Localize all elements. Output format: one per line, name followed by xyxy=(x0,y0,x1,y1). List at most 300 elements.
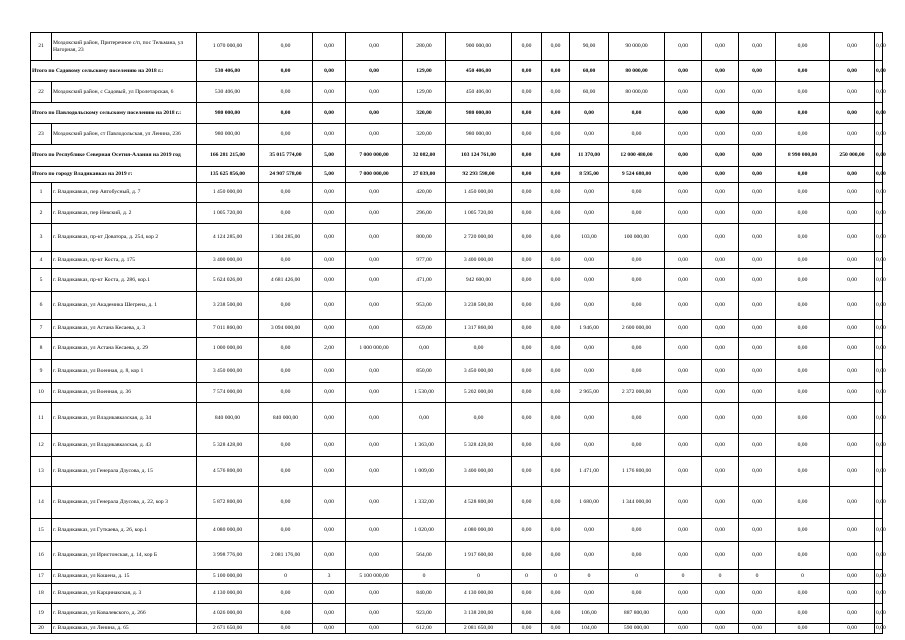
value-cell: 4 130 000,00 xyxy=(197,584,259,604)
value-cell: 0,00 xyxy=(570,252,609,269)
value-cell: 0,00 xyxy=(830,584,875,604)
value-cell: 129,00 xyxy=(403,61,446,82)
value-cell: 0,00 xyxy=(776,584,830,604)
value-cell: 0,00 xyxy=(665,383,702,403)
value-cell: 0,00 xyxy=(313,103,346,124)
value-cell: 0,00 xyxy=(609,403,665,434)
value-cell: 0,00 xyxy=(570,183,609,203)
table-row xyxy=(31,203,883,224)
value-cell: 0,00 xyxy=(702,624,739,634)
value-cell: 0,00 xyxy=(542,145,570,167)
value-cell: 887 800,00 xyxy=(609,604,665,624)
value-cell: 0,00 xyxy=(739,604,776,624)
total-row xyxy=(31,167,883,183)
value-cell: 0,00 xyxy=(512,252,542,269)
value-cell: 0,00 xyxy=(542,124,570,145)
value-cell: 0,00 xyxy=(512,542,542,570)
value-cell: 3 400 000,00 xyxy=(446,252,512,269)
value-cell: 0,00 xyxy=(313,434,346,457)
total-row xyxy=(31,103,883,124)
value-cell: 0,00 xyxy=(830,604,875,624)
value-cell: 0,00 xyxy=(570,292,609,320)
value-cell: 0,00 xyxy=(313,33,346,61)
value-cell: 0,00 xyxy=(346,360,403,383)
table-row xyxy=(31,82,883,103)
value-cell: 0,00 xyxy=(776,203,830,224)
value-cell: 0,00 xyxy=(776,252,830,269)
value-cell: 0,00 xyxy=(776,320,830,338)
value-cell: 0 xyxy=(259,570,313,584)
value-cell: 0,00 xyxy=(702,542,739,570)
value-cell: 0,00 xyxy=(739,292,776,320)
row-number: 22 xyxy=(31,82,52,103)
value-cell: 32 082,00 xyxy=(403,145,446,167)
value-cell: 420,00 xyxy=(403,183,446,203)
value-cell: 0,00 xyxy=(512,519,542,542)
value-cell: 0,00 xyxy=(512,338,542,360)
table-row xyxy=(31,624,883,634)
value-cell: 0,00 xyxy=(609,584,665,604)
value-cell: 0,00 xyxy=(665,457,702,487)
value-cell: 0,00 xyxy=(776,360,830,383)
value-cell: 0,00 xyxy=(512,103,542,124)
value-cell: 1 070 000,00 xyxy=(197,33,259,61)
value-cell: 1 009,00 xyxy=(403,457,446,487)
table-row xyxy=(31,269,883,292)
row-number: 5 xyxy=(31,269,52,292)
row-number: 21 xyxy=(31,33,52,61)
value-cell: 60,00 xyxy=(570,61,609,82)
value-cell: 0,00 xyxy=(830,183,875,203)
value-cell: 8 595,00 xyxy=(570,167,609,183)
value-cell: 0,00 xyxy=(739,183,776,203)
value-cell: 4 681 426,00 xyxy=(259,269,313,292)
value-cell: 900 000,00 xyxy=(446,33,512,61)
value-cell: 0,00 xyxy=(830,167,875,183)
value-cell: 0,00 xyxy=(542,434,570,457)
address-cell: г. Владикавказ, ул Владикавказская, д. 34 xyxy=(52,403,197,434)
value-cell: 0,00 xyxy=(542,360,570,383)
address-cell: Моздокский район, с Садовый, ул Пролетарская, 6 xyxy=(52,82,197,103)
value-cell: 0,00 xyxy=(542,519,570,542)
value-cell: 0,00 xyxy=(875,383,883,403)
value-cell: 0,00 xyxy=(739,360,776,383)
value-cell: 0,00 xyxy=(702,33,739,61)
address-cell: г. Владикавказ, ул Генерала Дзусова, д. 22, кор 3 xyxy=(52,487,197,519)
value-cell: 0,00 xyxy=(570,403,609,434)
value-cell: 0,00 xyxy=(702,338,739,360)
value-cell: 0,00 xyxy=(739,252,776,269)
value-cell: 0,00 xyxy=(313,269,346,292)
value-cell: 0,00 xyxy=(542,457,570,487)
value-cell: 0,00 xyxy=(259,624,313,634)
value-cell: 0,00 xyxy=(830,487,875,519)
row-number: 9 xyxy=(31,360,52,383)
value-cell: 0,00 xyxy=(346,252,403,269)
value-cell: 0,00 xyxy=(830,252,875,269)
value-cell: 0,00 xyxy=(665,604,702,624)
value-cell: 80 000,00 xyxy=(609,61,665,82)
value-cell: 0,00 xyxy=(830,624,875,634)
table-row xyxy=(31,183,883,203)
value-cell: 0,00 xyxy=(346,203,403,224)
value-cell: 1 317 860,00 xyxy=(446,320,512,338)
value-cell: 0,00 xyxy=(702,61,739,82)
value-cell: 0,00 xyxy=(259,604,313,624)
value-cell: 0,00 xyxy=(665,487,702,519)
value-cell: 0,00 xyxy=(446,338,512,360)
row-number: 1 xyxy=(31,183,52,203)
value-cell: 450 406,00 xyxy=(446,82,512,103)
value-cell: 0,00 xyxy=(542,292,570,320)
value-cell: 3 450 000,00 xyxy=(197,360,259,383)
total-label: Итого по Садовому сельскому поселению на 2018 г.: xyxy=(31,61,197,82)
value-cell: 0,00 xyxy=(875,542,883,570)
table-row xyxy=(31,33,883,61)
value-cell: 0,00 xyxy=(665,203,702,224)
value-cell: 0,00 xyxy=(875,145,883,167)
value-cell: 0,00 xyxy=(665,269,702,292)
value-cell: 0 xyxy=(403,570,446,584)
value-cell: 0,00 xyxy=(346,383,403,403)
row-number: 8 xyxy=(31,338,52,360)
value-cell: 0,00 xyxy=(259,203,313,224)
table-row xyxy=(31,570,883,584)
value-cell: 0,00 xyxy=(875,224,883,252)
value-cell: 1 344 000,00 xyxy=(609,487,665,519)
value-cell: 0,00 xyxy=(570,124,609,145)
value-cell: 0,00 xyxy=(512,584,542,604)
value-cell: 0,00 xyxy=(542,584,570,604)
value-cell: 1 946,00 xyxy=(570,320,609,338)
value-cell: 0,00 xyxy=(609,252,665,269)
value-cell: 1 332,00 xyxy=(403,487,446,519)
value-cell: 0,00 xyxy=(346,103,403,124)
value-cell: 0,00 xyxy=(875,570,883,584)
value-cell: 0,00 xyxy=(512,269,542,292)
value-cell: 0,00 xyxy=(609,542,665,570)
value-cell: 0,00 xyxy=(512,33,542,61)
value-cell: 0,00 xyxy=(346,224,403,252)
value-cell: 0,00 xyxy=(570,542,609,570)
value-cell: 0,00 xyxy=(665,584,702,604)
value-cell: 1 450 000,00 xyxy=(197,183,259,203)
value-cell: 0,00 xyxy=(512,183,542,203)
value-cell: 0,00 xyxy=(875,124,883,145)
total-label: Итого по городу Владикавказ на 2019 г: xyxy=(31,167,197,183)
value-cell: 0,00 xyxy=(776,403,830,434)
value-cell: 0,00 xyxy=(875,584,883,604)
value-cell: 0,00 xyxy=(542,403,570,434)
value-cell: 0,00 xyxy=(542,320,570,338)
value-cell: 0,00 xyxy=(512,82,542,103)
value-cell: 0,00 xyxy=(739,434,776,457)
value-cell: 0,00 xyxy=(665,183,702,203)
value-cell: 0,00 xyxy=(665,519,702,542)
row-number: 18 xyxy=(31,584,52,604)
row-number: 23 xyxy=(31,124,52,145)
value-cell: 850,00 xyxy=(403,360,446,383)
value-cell: 0 xyxy=(446,570,512,584)
value-cell: 0,00 xyxy=(830,403,875,434)
value-cell: 0,00 xyxy=(776,487,830,519)
value-cell: 0,00 xyxy=(875,360,883,383)
value-cell: 0,00 xyxy=(830,434,875,457)
value-cell: 0,00 xyxy=(609,338,665,360)
value-cell: 1 917 600,00 xyxy=(446,542,512,570)
value-cell: 0,00 xyxy=(346,61,403,82)
table-row xyxy=(31,487,883,519)
value-cell: 0,00 xyxy=(739,338,776,360)
value-cell: 0,00 xyxy=(702,434,739,457)
value-cell: 0,00 xyxy=(739,33,776,61)
value-cell: 590 000,00 xyxy=(609,624,665,634)
value-cell: 0,00 xyxy=(259,584,313,604)
value-cell: 0,00 xyxy=(776,542,830,570)
value-cell: 0,00 xyxy=(739,457,776,487)
address-cell: г. Владикавказ, ул Карцинакская, д. 3 xyxy=(52,584,197,604)
value-cell: 0,00 xyxy=(512,145,542,167)
value-cell: 0,00 xyxy=(776,33,830,61)
value-cell: 980 000,00 xyxy=(197,103,259,124)
value-cell: 0,00 xyxy=(776,624,830,634)
value-cell: 0,00 xyxy=(512,383,542,403)
value-cell: 0,00 xyxy=(875,320,883,338)
value-cell: 0,00 xyxy=(313,61,346,82)
value-cell: 530 406,00 xyxy=(197,82,259,103)
value-cell: 0,00 xyxy=(346,457,403,487)
row-number: 14 xyxy=(31,487,52,519)
value-cell: 0,00 xyxy=(259,519,313,542)
value-cell: 92 293 598,00 xyxy=(446,167,512,183)
value-cell: 1 000 000,00 xyxy=(346,338,403,360)
value-cell: 3 450 000,00 xyxy=(446,360,512,383)
value-cell: 0,00 xyxy=(739,542,776,570)
value-cell: 2 600 000,00 xyxy=(609,320,665,338)
value-cell: 0,00 xyxy=(542,624,570,634)
value-cell: 923,00 xyxy=(403,604,446,624)
value-cell: 0,00 xyxy=(665,224,702,252)
value-cell: 3 238 500,00 xyxy=(197,292,259,320)
value-cell: 103 124 761,00 xyxy=(446,145,512,167)
value-cell: 0,00 xyxy=(609,292,665,320)
value-cell: 5 328 428,00 xyxy=(446,434,512,457)
value-cell: 0,00 xyxy=(313,360,346,383)
value-cell: 0,00 xyxy=(542,82,570,103)
value-cell: 612,00 xyxy=(403,624,446,634)
value-cell: 0,00 xyxy=(702,203,739,224)
value-cell: 3 094 000,00 xyxy=(259,320,313,338)
value-cell: 0,00 xyxy=(313,224,346,252)
value-cell: 0,00 xyxy=(875,487,883,519)
value-cell: 5 872 800,00 xyxy=(197,487,259,519)
value-cell: 0,00 xyxy=(830,103,875,124)
value-cell: 0,00 xyxy=(665,82,702,103)
value-cell: 4 080 000,00 xyxy=(446,519,512,542)
value-cell: 0,00 xyxy=(570,338,609,360)
value-cell: 0,00 xyxy=(665,167,702,183)
value-cell: 2,00 xyxy=(313,338,346,360)
value-cell: 0,00 xyxy=(313,183,346,203)
value-cell: 60,00 xyxy=(570,82,609,103)
value-cell: 0,00 xyxy=(702,183,739,203)
value-cell: 980 000,00 xyxy=(197,124,259,145)
value-cell: 0,00 xyxy=(739,320,776,338)
value-cell: 1 450 000,00 xyxy=(446,183,512,203)
value-cell: 0,00 xyxy=(702,584,739,604)
value-cell: 0,00 xyxy=(313,519,346,542)
value-cell: 0,00 xyxy=(739,103,776,124)
row-number: 13 xyxy=(31,457,52,487)
value-cell: 0,00 xyxy=(776,383,830,403)
row-number: 11 xyxy=(31,403,52,434)
table-row xyxy=(31,224,883,252)
value-cell: 0,00 xyxy=(313,203,346,224)
value-cell: 0,00 xyxy=(702,167,739,183)
table-row xyxy=(31,124,883,145)
address-cell: г. Владикавказ, ул Ковалевского, д. 266 xyxy=(52,604,197,624)
value-cell: 0,00 xyxy=(702,519,739,542)
value-cell: 4 576 800,00 xyxy=(197,457,259,487)
value-cell: 0,00 xyxy=(259,457,313,487)
table-row xyxy=(31,542,883,570)
value-cell: 7 000 000,00 xyxy=(346,167,403,183)
value-cell: 7 011 860,00 xyxy=(197,320,259,338)
value-cell: 2 965,00 xyxy=(570,383,609,403)
value-cell: 250 000,00 xyxy=(830,145,875,167)
value-cell: 0,00 xyxy=(739,61,776,82)
value-cell: 2 720 000,00 xyxy=(446,224,512,252)
value-cell: 0,00 xyxy=(403,403,446,434)
value-cell: 0,00 xyxy=(313,487,346,519)
value-cell: 0,00 xyxy=(702,487,739,519)
value-cell: 0,00 xyxy=(542,542,570,570)
value-cell: 840 000,00 xyxy=(259,403,313,434)
value-cell: 7 574 000,00 xyxy=(197,383,259,403)
address-cell: Моздокский район, Притеречное с/п, пос Тельмана, ул Нагорная, 23 xyxy=(52,33,197,61)
value-cell: 0,00 xyxy=(702,360,739,383)
value-cell: 1 005 720,00 xyxy=(446,203,512,224)
value-cell: 0,00 xyxy=(313,624,346,634)
value-cell: 0,00 xyxy=(609,124,665,145)
value-cell: 0,00 xyxy=(570,269,609,292)
value-cell: 0,00 xyxy=(830,519,875,542)
table-row xyxy=(31,338,883,360)
value-cell: 0,00 xyxy=(875,183,883,203)
value-cell: 0,00 xyxy=(259,434,313,457)
value-cell: 0,00 xyxy=(776,434,830,457)
value-cell: 0,00 xyxy=(739,487,776,519)
value-cell: 7 000 000,00 xyxy=(346,145,403,167)
value-cell: 0,00 xyxy=(702,224,739,252)
value-cell: 0,00 xyxy=(446,403,512,434)
value-cell: 0,00 xyxy=(346,519,403,542)
value-cell: 471,00 xyxy=(403,269,446,292)
value-cell: 90 000,00 xyxy=(609,33,665,61)
value-cell: 0,00 xyxy=(259,383,313,403)
table-row xyxy=(31,457,883,487)
value-cell: 2 081 176,00 xyxy=(259,542,313,570)
value-cell: 0,00 xyxy=(259,338,313,360)
value-cell: 0,00 xyxy=(776,338,830,360)
value-cell: 0,00 xyxy=(313,383,346,403)
value-cell: 0,00 xyxy=(346,434,403,457)
value-cell: 5 328 428,00 xyxy=(197,434,259,457)
value-cell: 0,00 xyxy=(313,82,346,103)
value-cell: 450 406,00 xyxy=(446,61,512,82)
value-cell: 0,00 xyxy=(346,584,403,604)
value-cell: 0,00 xyxy=(665,320,702,338)
value-cell: 0,00 xyxy=(403,338,446,360)
value-cell: 800,00 xyxy=(403,224,446,252)
value-cell: 0,00 xyxy=(739,383,776,403)
value-cell: 0,00 xyxy=(875,167,883,183)
value-cell: 0,00 xyxy=(665,360,702,383)
row-number: 7 xyxy=(31,320,52,338)
address-cell: г. Владикавказ, ул Военная, д. 8, кор 1 xyxy=(52,360,197,383)
value-cell: 0,00 xyxy=(665,61,702,82)
value-cell: 0,00 xyxy=(875,338,883,360)
value-cell: 0,00 xyxy=(609,203,665,224)
value-cell: 0,00 xyxy=(665,434,702,457)
value-cell: 0,00 xyxy=(830,542,875,570)
document-page xyxy=(30,32,886,634)
value-cell: 0,00 xyxy=(830,269,875,292)
value-cell: 0 xyxy=(702,570,739,584)
value-cell: 0,00 xyxy=(346,604,403,624)
value-cell: 0,00 xyxy=(542,33,570,61)
value-cell: 0,00 xyxy=(512,434,542,457)
value-cell: 0,00 xyxy=(512,124,542,145)
value-cell: 0,00 xyxy=(702,383,739,403)
value-cell: 530 406,00 xyxy=(197,61,259,82)
value-cell: 1 471,00 xyxy=(570,457,609,487)
value-cell: 0,00 xyxy=(512,604,542,624)
value-cell: 0,00 xyxy=(665,403,702,434)
value-cell: 0,00 xyxy=(609,269,665,292)
total-label: Итого по Республике Северная Осетия-Алания на 2019 год xyxy=(31,145,197,167)
value-cell: 0,00 xyxy=(702,145,739,167)
value-cell: 1 005 720,00 xyxy=(197,203,259,224)
value-cell: 0,00 xyxy=(259,487,313,519)
value-cell: 0,00 xyxy=(875,82,883,103)
value-cell: 0,00 xyxy=(346,124,403,145)
value-cell: 0,00 xyxy=(542,61,570,82)
value-cell: 0,00 xyxy=(512,457,542,487)
value-cell: 0,00 xyxy=(830,33,875,61)
value-cell: 3 998 776,00 xyxy=(197,542,259,570)
value-cell: 0,00 xyxy=(609,360,665,383)
value-cell: 90,00 xyxy=(570,33,609,61)
value-cell: 0,00 xyxy=(702,292,739,320)
value-cell: 3 400 000,00 xyxy=(446,457,512,487)
value-cell: 0,00 xyxy=(313,403,346,434)
value-cell: 3 400 000,00 xyxy=(197,252,259,269)
value-cell: 0,00 xyxy=(665,33,702,61)
value-cell: 0,00 xyxy=(776,269,830,292)
value-cell: 0,00 xyxy=(512,61,542,82)
value-cell: 0,00 xyxy=(313,292,346,320)
address-cell: г. Владикавказ, ул Гуткаева, д. 26, кор.1 xyxy=(52,519,197,542)
row-number: 4 xyxy=(31,252,52,269)
value-cell: 1 020,00 xyxy=(403,519,446,542)
value-cell: 0,00 xyxy=(875,203,883,224)
value-cell: 0,00 xyxy=(313,457,346,487)
value-cell: 0,00 xyxy=(875,434,883,457)
value-cell: 840,00 xyxy=(403,584,446,604)
value-cell: 659,00 xyxy=(403,320,446,338)
address-cell: Моздокский район, ст Павлодольская, ул Ленина, 236 xyxy=(52,124,197,145)
